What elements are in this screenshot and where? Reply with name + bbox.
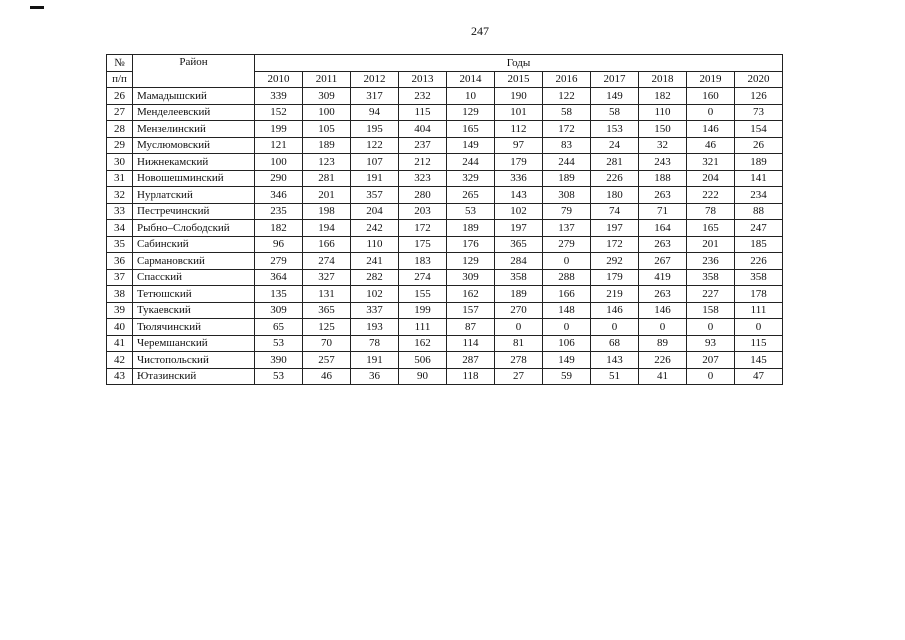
district-name: Нижнекамский: [133, 154, 255, 171]
header-year: 2014: [447, 71, 495, 88]
value-cell: 78: [687, 203, 735, 220]
value-cell: 267: [639, 253, 687, 270]
value-cell: 193: [351, 319, 399, 336]
value-cell: 41: [639, 368, 687, 385]
value-cell: 145: [735, 352, 783, 369]
value-cell: 234: [735, 187, 783, 204]
header-year: 2010: [255, 71, 303, 88]
value-cell: 100: [303, 104, 351, 121]
district-name: Тетюшский: [133, 286, 255, 303]
district-name: Новошешминский: [133, 170, 255, 187]
value-cell: 329: [447, 170, 495, 187]
value-cell: 178: [735, 286, 783, 303]
value-cell: 189: [495, 286, 543, 303]
value-cell: 137: [543, 220, 591, 237]
row-number: 34: [107, 220, 133, 237]
value-cell: 122: [351, 137, 399, 154]
value-cell: 270: [495, 302, 543, 319]
value-cell: 146: [639, 302, 687, 319]
row-number: 33: [107, 203, 133, 220]
value-cell: 336: [495, 170, 543, 187]
value-cell: 337: [351, 302, 399, 319]
value-cell: 288: [543, 269, 591, 286]
value-cell: 244: [543, 154, 591, 171]
row-number: 27: [107, 104, 133, 121]
district-name: Черемшанский: [133, 335, 255, 352]
value-cell: 90: [399, 368, 447, 385]
value-cell: 122: [543, 88, 591, 105]
header-num: [107, 55, 133, 72]
value-cell: 73: [735, 104, 783, 121]
value-cell: 241: [351, 253, 399, 270]
table-row: [107, 269, 783, 286]
row-number: 38: [107, 286, 133, 303]
value-cell: 282: [351, 269, 399, 286]
value-cell: 0: [735, 319, 783, 336]
value-cell: 131: [303, 286, 351, 303]
header-year: 2012: [351, 71, 399, 88]
table-row: [107, 319, 783, 336]
value-cell: 164: [639, 220, 687, 237]
value-cell: 126: [735, 88, 783, 105]
table-row: [107, 368, 783, 385]
value-cell: 143: [495, 187, 543, 204]
district-name: Тукаевский: [133, 302, 255, 319]
value-cell: 263: [639, 286, 687, 303]
row-number: 42: [107, 352, 133, 369]
value-cell: 111: [399, 319, 447, 336]
table-row: [107, 220, 783, 237]
value-cell: 183: [399, 253, 447, 270]
row-number: 31: [107, 170, 133, 187]
value-cell: 190: [495, 88, 543, 105]
value-cell: 327: [303, 269, 351, 286]
value-cell: 365: [303, 302, 351, 319]
value-cell: 146: [687, 121, 735, 138]
value-cell: 154: [735, 121, 783, 138]
value-cell: 244: [447, 154, 495, 171]
value-cell: 112: [495, 121, 543, 138]
value-cell: 191: [351, 352, 399, 369]
district-name: Ютазинский: [133, 368, 255, 385]
value-cell: 74: [591, 203, 639, 220]
table-row: [107, 154, 783, 171]
value-cell: 357: [351, 187, 399, 204]
value-cell: 176: [447, 236, 495, 253]
value-cell: 204: [351, 203, 399, 220]
value-cell: 160: [687, 88, 735, 105]
data-table: [106, 54, 783, 385]
page-number: 247: [471, 24, 489, 38]
value-cell: 279: [543, 236, 591, 253]
value-cell: 149: [447, 137, 495, 154]
value-cell: 53: [255, 368, 303, 385]
value-cell: 114: [447, 335, 495, 352]
value-cell: 102: [351, 286, 399, 303]
value-cell: 129: [447, 104, 495, 121]
value-cell: 47: [735, 368, 783, 385]
value-cell: 102: [495, 203, 543, 220]
value-cell: 0: [543, 319, 591, 336]
value-cell: 70: [303, 335, 351, 352]
value-cell: 158: [687, 302, 735, 319]
value-cell: 106: [543, 335, 591, 352]
value-cell: 274: [399, 269, 447, 286]
value-cell: 182: [255, 220, 303, 237]
value-cell: 153: [591, 121, 639, 138]
value-cell: 199: [399, 302, 447, 319]
header-year: 2019: [687, 71, 735, 88]
district-name: Мензелинский: [133, 121, 255, 138]
value-cell: 321: [687, 154, 735, 171]
value-cell: 51: [591, 368, 639, 385]
value-cell: 111: [735, 302, 783, 319]
value-cell: 81: [495, 335, 543, 352]
value-cell: 58: [543, 104, 591, 121]
value-cell: 198: [303, 203, 351, 220]
value-cell: 364: [255, 269, 303, 286]
value-cell: 180: [591, 187, 639, 204]
value-cell: 97: [495, 137, 543, 154]
value-cell: 237: [399, 137, 447, 154]
table-body: [107, 88, 783, 385]
value-cell: 309: [447, 269, 495, 286]
value-cell: 182: [639, 88, 687, 105]
value-cell: 185: [735, 236, 783, 253]
row-number: 37: [107, 269, 133, 286]
value-cell: 279: [255, 253, 303, 270]
value-cell: 157: [447, 302, 495, 319]
value-cell: 162: [399, 335, 447, 352]
row-number: 43: [107, 368, 133, 385]
value-cell: 265: [447, 187, 495, 204]
value-cell: 141: [735, 170, 783, 187]
value-cell: 317: [351, 88, 399, 105]
value-cell: 280: [399, 187, 447, 204]
value-cell: 189: [303, 137, 351, 154]
value-cell: 88: [735, 203, 783, 220]
value-cell: 323: [399, 170, 447, 187]
value-cell: 197: [495, 220, 543, 237]
value-cell: 94: [351, 104, 399, 121]
value-cell: 203: [399, 203, 447, 220]
value-cell: 197: [591, 220, 639, 237]
value-cell: 152: [255, 104, 303, 121]
value-cell: 125: [303, 319, 351, 336]
value-cell: 53: [255, 335, 303, 352]
district-name: Сабинский: [133, 236, 255, 253]
value-cell: 278: [495, 352, 543, 369]
value-cell: 24: [591, 137, 639, 154]
value-cell: 189: [543, 170, 591, 187]
header-num-sub: п/п: [107, 71, 133, 88]
table-row: [107, 88, 783, 105]
value-cell: 71: [639, 203, 687, 220]
value-cell: 227: [687, 286, 735, 303]
district-name: Нурлатский: [133, 187, 255, 204]
value-cell: 309: [303, 88, 351, 105]
value-cell: 150: [639, 121, 687, 138]
district-name: Чистопольский: [133, 352, 255, 369]
header-years: Годы: [255, 55, 783, 72]
value-cell: 204: [687, 170, 735, 187]
value-cell: 212: [399, 154, 447, 171]
value-cell: 274: [303, 253, 351, 270]
value-cell: 235: [255, 203, 303, 220]
value-cell: 146: [591, 302, 639, 319]
value-cell: 287: [447, 352, 495, 369]
header-year: 2015: [495, 71, 543, 88]
value-cell: 149: [543, 352, 591, 369]
value-cell: 292: [591, 253, 639, 270]
value-cell: 189: [735, 154, 783, 171]
header-district: Район: [133, 55, 255, 88]
value-cell: 143: [591, 352, 639, 369]
row-number: 35: [107, 236, 133, 253]
district-name: Спасский: [133, 269, 255, 286]
value-cell: 309: [255, 302, 303, 319]
row-number: 30: [107, 154, 133, 171]
value-cell: 0: [639, 319, 687, 336]
value-cell: 123: [303, 154, 351, 171]
value-cell: 115: [399, 104, 447, 121]
value-cell: 58: [591, 104, 639, 121]
value-cell: 68: [591, 335, 639, 352]
value-cell: 166: [543, 286, 591, 303]
row-number: 40: [107, 319, 133, 336]
value-cell: 308: [543, 187, 591, 204]
value-cell: 172: [543, 121, 591, 138]
value-cell: 419: [639, 269, 687, 286]
value-cell: 27: [495, 368, 543, 385]
value-cell: 358: [687, 269, 735, 286]
value-cell: 110: [639, 104, 687, 121]
value-cell: 83: [543, 137, 591, 154]
value-cell: 121: [255, 137, 303, 154]
value-cell: 148: [543, 302, 591, 319]
row-number: 29: [107, 137, 133, 154]
value-cell: 65: [255, 319, 303, 336]
value-cell: 79: [543, 203, 591, 220]
value-cell: 201: [303, 187, 351, 204]
row-number: 32: [107, 187, 133, 204]
district-name: Тюлячинский: [133, 319, 255, 336]
value-cell: 0: [687, 368, 735, 385]
value-cell: 226: [639, 352, 687, 369]
table-row: [107, 352, 783, 369]
district-name: Мамадышский: [133, 88, 255, 105]
value-cell: 358: [735, 269, 783, 286]
header-year: 2013: [399, 71, 447, 88]
value-cell: 172: [591, 236, 639, 253]
value-cell: 179: [495, 154, 543, 171]
district-name: Пестречинский: [133, 203, 255, 220]
value-cell: 87: [447, 319, 495, 336]
value-cell: 188: [639, 170, 687, 187]
value-cell: 96: [255, 236, 303, 253]
value-cell: 105: [303, 121, 351, 138]
table-row: [107, 137, 783, 154]
district-name: Рыбно–Слободский: [133, 220, 255, 237]
table-row: [107, 187, 783, 204]
district-name: Сармановский: [133, 253, 255, 270]
value-cell: 89: [639, 335, 687, 352]
header-year: 2017: [591, 71, 639, 88]
value-cell: 0: [543, 253, 591, 270]
value-cell: 36: [351, 368, 399, 385]
table-row: [107, 203, 783, 220]
value-cell: 101: [495, 104, 543, 121]
value-cell: 172: [399, 220, 447, 237]
value-cell: 155: [399, 286, 447, 303]
row-number: 26: [107, 88, 133, 105]
value-cell: 263: [639, 187, 687, 204]
value-cell: 0: [495, 319, 543, 336]
value-cell: 135: [255, 286, 303, 303]
table-row: [107, 302, 783, 319]
row-number: 36: [107, 253, 133, 270]
value-cell: 100: [255, 154, 303, 171]
value-cell: 207: [687, 352, 735, 369]
table-row: [107, 121, 783, 138]
value-cell: 46: [303, 368, 351, 385]
header-num-label: №: [114, 56, 125, 69]
value-cell: 339: [255, 88, 303, 105]
table-row: [107, 286, 783, 303]
table-row: [107, 253, 783, 270]
value-cell: 32: [639, 137, 687, 154]
table-row: [107, 170, 783, 187]
value-cell: 0: [687, 319, 735, 336]
value-cell: 390: [255, 352, 303, 369]
value-cell: 201: [687, 236, 735, 253]
value-cell: 118: [447, 368, 495, 385]
value-cell: 165: [687, 220, 735, 237]
value-cell: 222: [687, 187, 735, 204]
value-cell: 0: [687, 104, 735, 121]
value-cell: 78: [351, 335, 399, 352]
value-cell: 191: [351, 170, 399, 187]
value-cell: 232: [399, 88, 447, 105]
row-number: 41: [107, 335, 133, 352]
header-year: 2020: [735, 71, 783, 88]
value-cell: 149: [591, 88, 639, 105]
value-cell: 281: [303, 170, 351, 187]
table-row: [107, 335, 783, 352]
table-row: [107, 104, 783, 121]
value-cell: 115: [735, 335, 783, 352]
value-cell: 166: [303, 236, 351, 253]
value-cell: 189: [447, 220, 495, 237]
table-header: [107, 55, 783, 88]
district-name: Менделеевский: [133, 104, 255, 121]
value-cell: 175: [399, 236, 447, 253]
value-cell: 162: [447, 286, 495, 303]
value-cell: 107: [351, 154, 399, 171]
row-number: 39: [107, 302, 133, 319]
value-cell: 46: [687, 137, 735, 154]
value-cell: 226: [735, 253, 783, 270]
corner-mark: [30, 6, 44, 9]
value-cell: 257: [303, 352, 351, 369]
header-year: 2011: [303, 71, 351, 88]
value-cell: 53: [447, 203, 495, 220]
value-cell: 194: [303, 220, 351, 237]
value-cell: 195: [351, 121, 399, 138]
header-year: 2016: [543, 71, 591, 88]
value-cell: 263: [639, 236, 687, 253]
value-cell: 290: [255, 170, 303, 187]
value-cell: 93: [687, 335, 735, 352]
value-cell: 358: [495, 269, 543, 286]
value-cell: 243: [639, 154, 687, 171]
value-cell: 110: [351, 236, 399, 253]
value-cell: 129: [447, 253, 495, 270]
value-cell: 199: [255, 121, 303, 138]
value-cell: 0: [591, 319, 639, 336]
value-cell: 281: [591, 154, 639, 171]
value-cell: 226: [591, 170, 639, 187]
row-number: 28: [107, 121, 133, 138]
district-name: Муслюмовский: [133, 137, 255, 154]
value-cell: 284: [495, 253, 543, 270]
header-year: 2018: [639, 71, 687, 88]
value-cell: 179: [591, 269, 639, 286]
value-cell: 346: [255, 187, 303, 204]
value-cell: 26: [735, 137, 783, 154]
value-cell: 59: [543, 368, 591, 385]
value-cell: 506: [399, 352, 447, 369]
value-cell: 219: [591, 286, 639, 303]
value-cell: 365: [495, 236, 543, 253]
value-cell: 247: [735, 220, 783, 237]
value-cell: 10: [447, 88, 495, 105]
table-row: [107, 236, 783, 253]
value-cell: 165: [447, 121, 495, 138]
value-cell: 236: [687, 253, 735, 270]
value-cell: 242: [351, 220, 399, 237]
value-cell: 404: [399, 121, 447, 138]
